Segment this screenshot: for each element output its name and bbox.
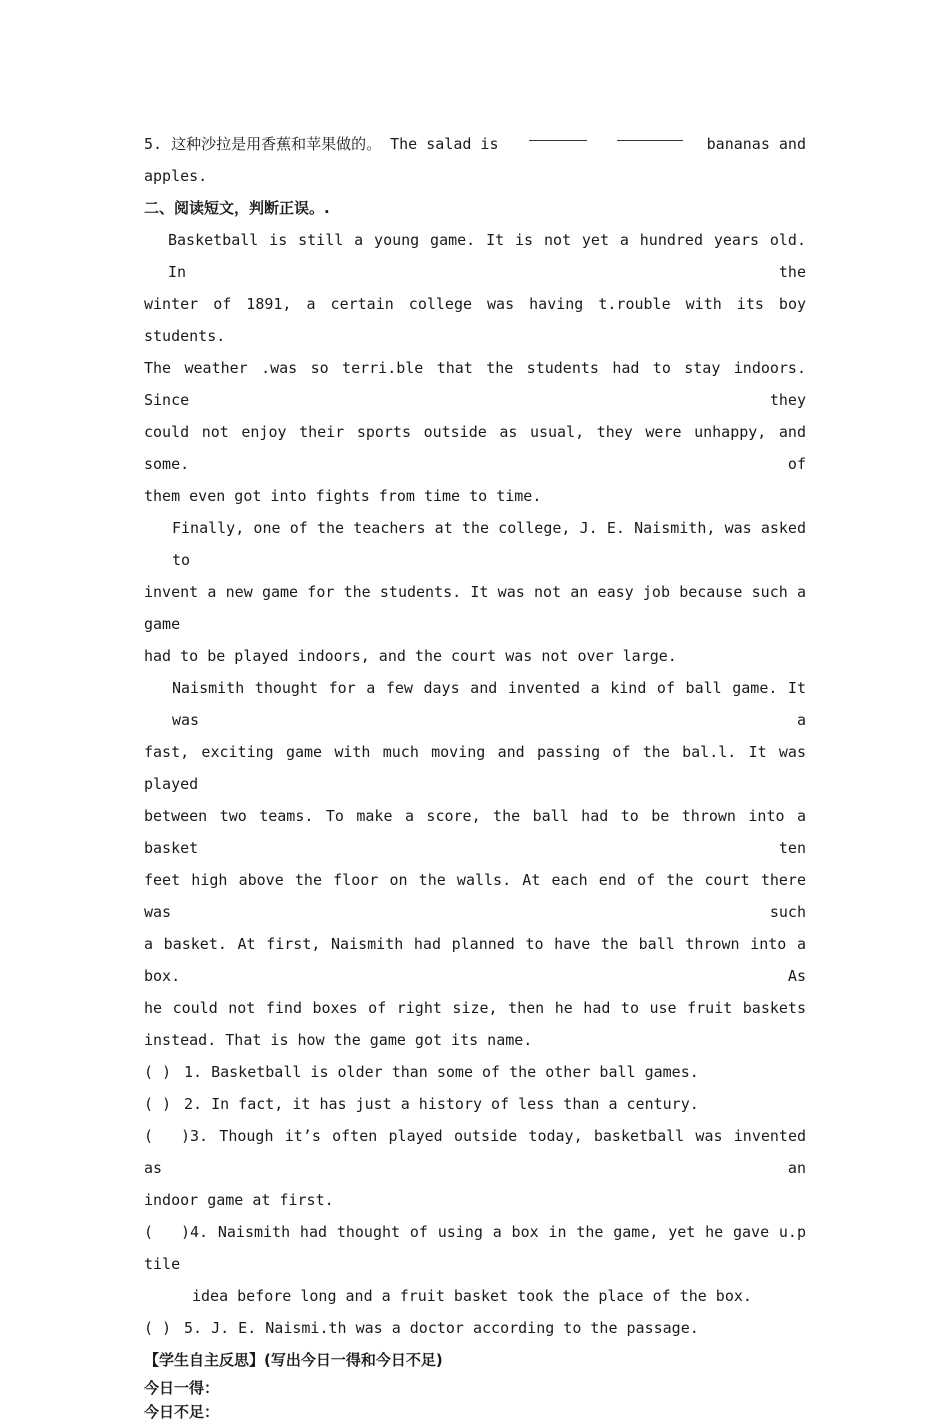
item5-lead: 5. 这种沙拉是用香蕉和苹果做的。 The salad is: [144, 135, 499, 153]
question-text: 2. In fact, it has just a history of less than a century.: [184, 1095, 699, 1113]
passage-line: Basketball is still a young game. It is not yet a hundred years old. In the: [168, 231, 806, 281]
answer-blank[interactable]: ( ): [144, 1095, 172, 1113]
passage-line: The weather .was so terri.ble that the students had to stay indoors. Since they: [144, 359, 806, 409]
passage-line: them even got into fights from time to time.: [144, 487, 542, 505]
passage-line: Naismith thought for a few days and invented a kind of ball game. It was a: [172, 679, 806, 729]
question-text: 5. J. E. Naismi.th was a doctor according to the passage.: [184, 1319, 699, 1337]
question-5: [144, 1312, 806, 1344]
question-4-cont: idea before long and a fruit basket took the place of the box.: [192, 1287, 752, 1305]
question-3-cont: indoor game at first.: [144, 1191, 334, 1209]
passage-paragraph-1: [144, 224, 806, 512]
passage-line: Finally, one of the teachers at the college, J. E. Naismith, was asked to: [172, 519, 806, 569]
passage-line: feet high above the floor on the walls. At each end of the court there was such: [144, 871, 806, 921]
reflection-gain: 今日一得：: [144, 1379, 220, 1397]
answer-blank[interactable]: ( ): [144, 1127, 190, 1145]
question-1: [144, 1056, 806, 1088]
question-list: [144, 1056, 806, 1344]
answer-blank[interactable]: ( ): [144, 1063, 172, 1081]
question-text: 3. Though it’s often played outside today, basketball was invented as an: [144, 1127, 806, 1177]
question-3: [144, 1120, 806, 1184]
section-2-heading: 二、阅读短文，判断正误。.: [144, 199, 330, 217]
worksheet-page: [144, 128, 806, 1424]
passage-paragraph-3: [144, 672, 806, 1056]
passage-line: between two teams. To make a score, the ball had to be thrown into a basket ten: [144, 807, 806, 857]
question-text: 1. Basketball is older than some of the other ball games.: [184, 1063, 699, 1081]
question-text: 4. Naismith had thought of using a box in the game, yet he gave u.p tile: [144, 1223, 806, 1273]
question-2: [144, 1088, 806, 1120]
reflection-title: 【学生自主反思】(写出今日一得和今日不足): [144, 1351, 443, 1369]
passage-line: had to be played indoors, and the court was not over large.: [144, 647, 677, 665]
question-4: [144, 1216, 806, 1280]
reflection-lack: 今日不足：: [144, 1403, 220, 1421]
blank-1[interactable]: [529, 128, 587, 141]
item5-tail: bananas and: [706, 135, 806, 153]
passage-line: invent a new game for the students. It was not an easy job because such a game: [144, 583, 806, 633]
blank-2[interactable]: [617, 128, 683, 141]
answer-blank[interactable]: ( ): [144, 1319, 172, 1337]
fill-in-item-5: [144, 128, 806, 160]
passage-line: could not enjoy their sports outside as usual, they were unhappy, and some. of: [144, 423, 806, 473]
passage-line: a basket. At first, Naismith had planned to have the ball thrown into a box. As: [144, 935, 806, 985]
passage-line: winter of 1891, a certain college was having t.rouble with its boy students.: [144, 295, 806, 345]
fill-in-item-5-cont: apples.: [144, 167, 208, 185]
answer-blank[interactable]: ( ): [144, 1223, 190, 1241]
passage-line: instead. That is how the game got its name.: [144, 1031, 533, 1049]
passage-line: fast, exciting game with much moving and passing of the bal.l. It was played: [144, 743, 806, 793]
passage-paragraph-2: [144, 512, 806, 672]
passage-line: he could not find boxes of right size, then he had to use fruit baskets: [144, 999, 806, 1017]
